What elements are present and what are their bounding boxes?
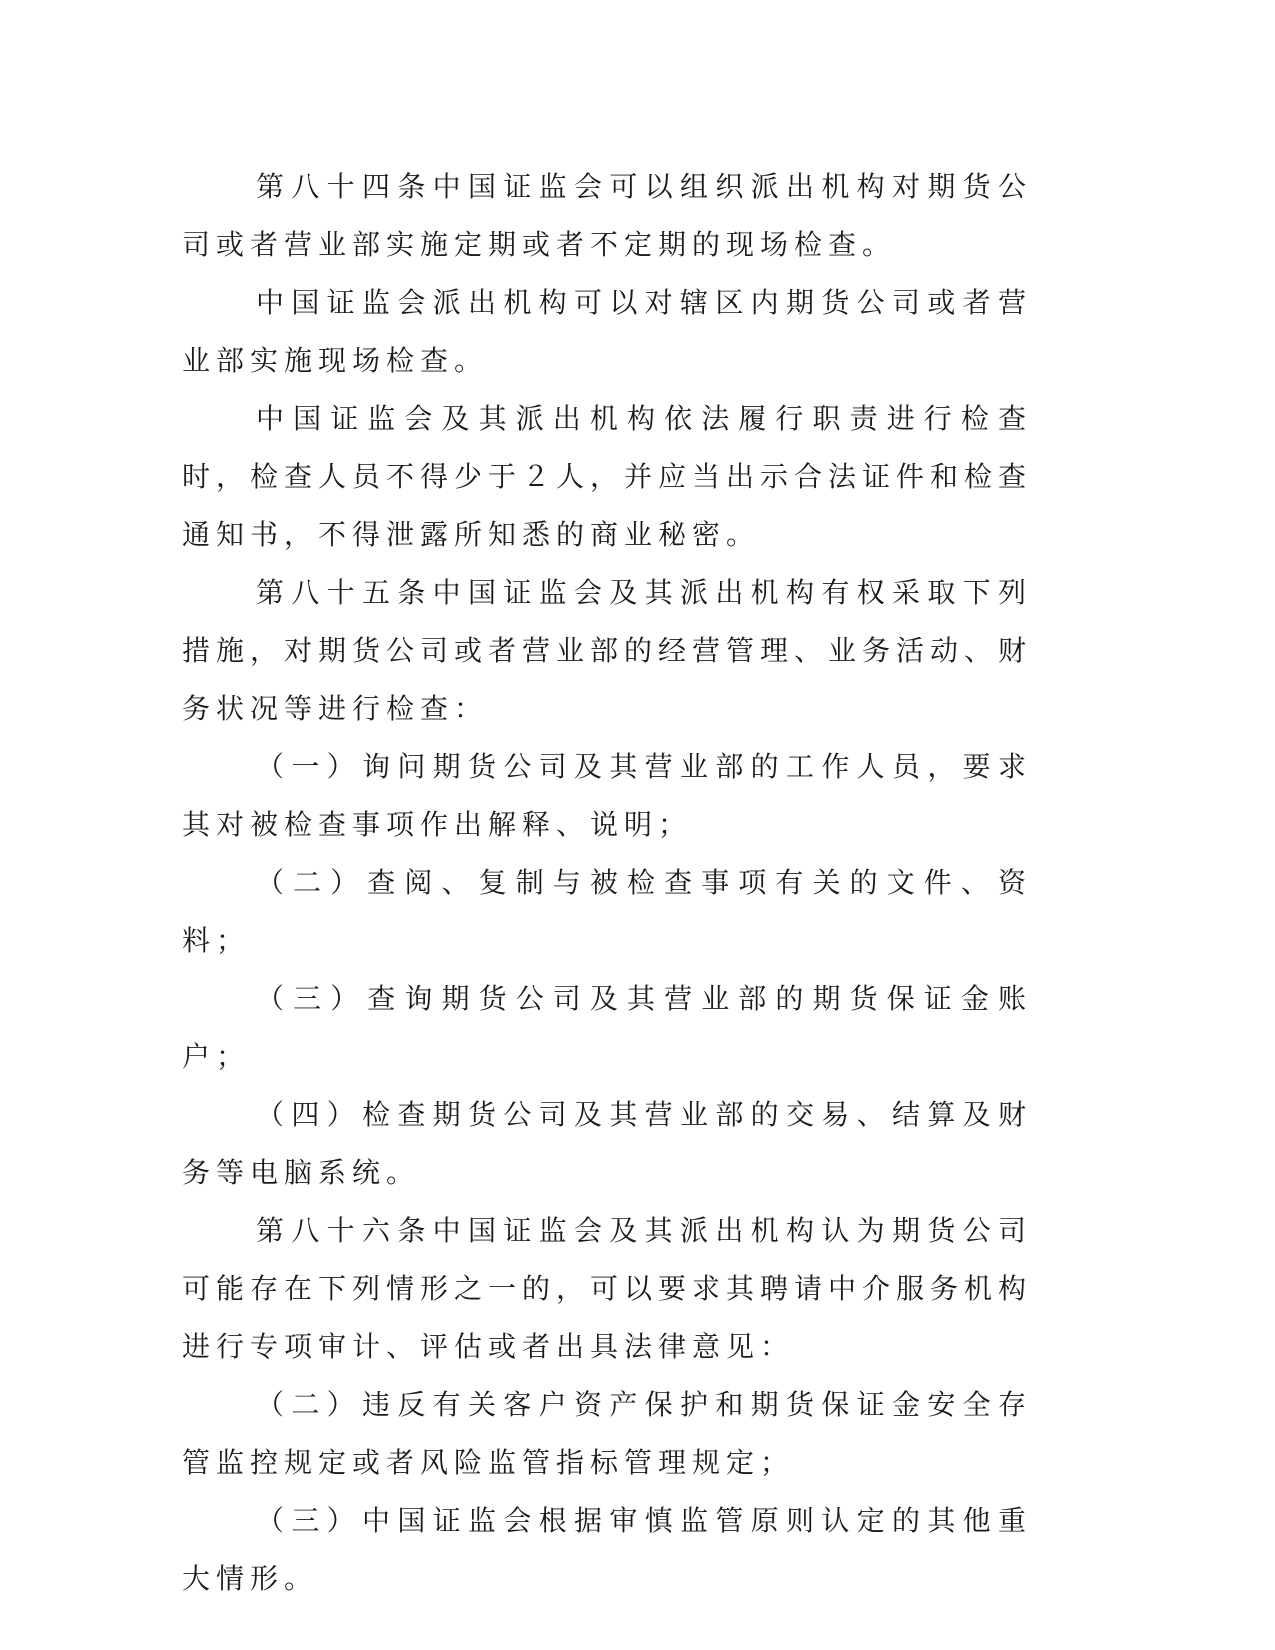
- article-84-paragraph: 第八十四条中国证监会可以组织派出机构对期货公司或者营业部实施定期或者不定期的现场检查。: [182, 170, 1032, 261]
- document-body: [182, 158, 1032, 1608]
- article-85-item-3: （三）查询期货公司及其营业部的期货保证金账户；: [182, 982, 1032, 1073]
- article-86-item-2: （二）违反有关客户资产保护和期货保证金安全存管监控规定或者风险监管指标管理规定；: [182, 1388, 1032, 1479]
- article-85-item-4: （四）检查期货公司及其营业部的交易、结算及财务等电脑系统。: [182, 1098, 1032, 1189]
- article-85-paragraph: 第八十五条中国证监会及其派出机构有权采取下列措施，对期货公司或者营业部的经营管理、业务活动、财务状况等进行检查：: [182, 576, 1033, 725]
- article-84-clause-2: 中国证监会派出机构可以对辖区内期货公司或者营业部实施现场检查。: [182, 286, 1032, 377]
- article-85-item-2: （二）查阅、复制与被检查事项有关的文件、资料；: [182, 866, 1032, 957]
- article-85-item-1: （一）询问期货公司及其营业部的工作人员，要求其对被检查事项作出解释、说明；: [182, 750, 1032, 841]
- article-86-paragraph: 第八十六条中国证监会及其派出机构认为期货公司可能存在下列情形之一的，可以要求其聘请中介服务机构进行专项审计、评估或者出具法律意见：: [182, 1214, 1033, 1363]
- article-86-item-3: （三）中国证监会根据审慎监管原则认定的其他重大情形。: [182, 1504, 1032, 1595]
- article-84-clause-3: 中国证监会及其派出机构依法履行职责进行检查时，检查人员不得少于２人，并应当出示合法证件和检查通知书，不得泄露所知悉的商业秘密。: [182, 402, 1033, 551]
